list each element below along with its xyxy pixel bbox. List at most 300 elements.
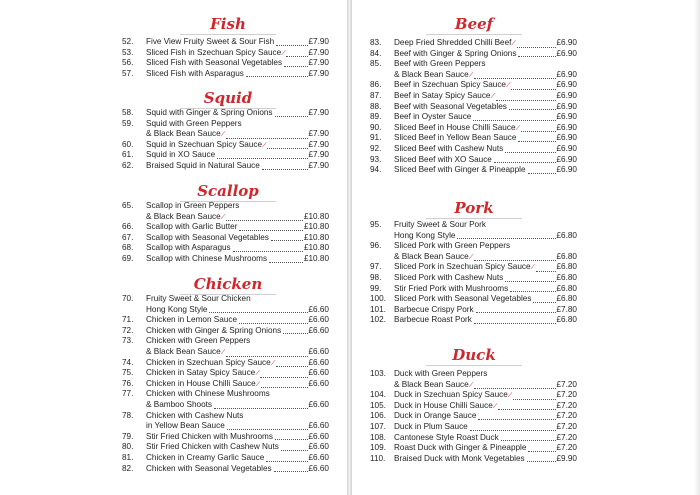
item-name: Chicken in Lemon Sauce bbox=[146, 315, 238, 325]
item-name: Sliced Fish with Asparagus bbox=[146, 68, 244, 78]
dot-leader bbox=[518, 56, 555, 57]
item-name: Sliced Beef in Yellow Bean Sauce bbox=[394, 133, 517, 143]
item-price: £7.20 bbox=[556, 411, 577, 421]
item-number: 65. bbox=[122, 201, 134, 210]
item-name: Squid with Green Peppers bbox=[146, 118, 242, 128]
dot-leader bbox=[476, 312, 556, 313]
item-name: Cantonese Style Roast Duck bbox=[394, 432, 499, 442]
menu-item bbox=[370, 369, 577, 380]
item-name: Beef with Seasonal Vegetables bbox=[394, 101, 507, 111]
menu-item bbox=[370, 401, 577, 412]
menu-item bbox=[370, 112, 577, 123]
dot-leader bbox=[275, 116, 308, 117]
item-price: £7.90 bbox=[308, 108, 329, 117]
dot-leader bbox=[260, 377, 307, 378]
item-number: 86. bbox=[370, 80, 382, 90]
item-name: & Black Bean Sauce bbox=[146, 129, 221, 139]
chili-icon: ∕ bbox=[494, 402, 496, 410]
section-title-chicken: Chicken bbox=[193, 275, 263, 293]
item-name: Scallop with Asparagus bbox=[146, 243, 231, 253]
item-price: £7.20 bbox=[556, 432, 577, 442]
menu-item bbox=[122, 119, 329, 130]
dot-leader bbox=[470, 430, 556, 431]
dot-leader bbox=[501, 440, 556, 441]
item-number: 77. bbox=[122, 389, 134, 399]
item-price: £10.80 bbox=[303, 211, 329, 221]
dot-leader bbox=[505, 281, 555, 282]
chili-icon: ∕ bbox=[532, 264, 534, 272]
dot-leader bbox=[528, 173, 556, 174]
menu-item bbox=[122, 212, 329, 223]
dot-leader bbox=[266, 461, 307, 462]
item-name: Sliced Beef with XO Sauce bbox=[394, 154, 492, 164]
menu-list-fish bbox=[122, 37, 329, 79]
item-price: £6.60 bbox=[308, 421, 329, 431]
menu-item bbox=[122, 161, 329, 172]
item-number: 66. bbox=[122, 222, 134, 232]
chili-icon: ∕ bbox=[257, 370, 259, 378]
dot-leader bbox=[478, 419, 555, 420]
item-name: & Black Bean Sauce bbox=[146, 346, 221, 356]
menu-item bbox=[370, 231, 577, 242]
item-price: £7.80 bbox=[556, 304, 577, 314]
item-number: 68. bbox=[122, 243, 134, 253]
item-price: £7.20 bbox=[556, 390, 577, 400]
menu-item bbox=[122, 108, 329, 119]
menu-item bbox=[370, 165, 577, 176]
menu-item bbox=[122, 58, 329, 69]
dot-leader bbox=[246, 76, 308, 77]
item-name: Chicken in Szechuan Spicy Sauce bbox=[146, 357, 271, 367]
item-number: 75. bbox=[122, 368, 134, 378]
dot-leader bbox=[233, 251, 303, 252]
item-price: £6.80 bbox=[556, 251, 577, 261]
dot-leader bbox=[510, 291, 555, 292]
menu-item bbox=[370, 91, 577, 102]
section-title-scallop: Scallop bbox=[197, 182, 259, 200]
item-price: £7.90 bbox=[308, 160, 329, 170]
item-price: £7.90 bbox=[308, 47, 329, 57]
item-number: 109. bbox=[370, 443, 386, 453]
menu-item bbox=[122, 37, 329, 48]
dot-leader bbox=[521, 131, 556, 132]
menu-item bbox=[122, 432, 329, 443]
item-name: in Yellow Bean Sauce bbox=[146, 421, 225, 431]
item-number: 92. bbox=[370, 143, 382, 153]
item-price: £6.90 bbox=[556, 101, 577, 111]
item-number: 62. bbox=[122, 160, 134, 170]
menu-item bbox=[370, 59, 577, 70]
item-number: 85. bbox=[370, 59, 382, 69]
item-price: £6.80 bbox=[556, 272, 577, 282]
item-number: 102. bbox=[370, 315, 386, 325]
section-title-underline bbox=[426, 34, 522, 35]
item-price: £6.90 bbox=[556, 69, 577, 79]
item-price: £7.90 bbox=[308, 129, 329, 139]
dot-leader bbox=[269, 262, 303, 263]
item-name: Sliced Pork with Green Peppers bbox=[394, 241, 511, 251]
item-number: 74. bbox=[122, 357, 134, 367]
dot-leader bbox=[498, 409, 556, 410]
item-price: £7.20 bbox=[556, 379, 577, 389]
dot-leader bbox=[533, 302, 555, 303]
menu-item bbox=[370, 38, 577, 49]
item-name: Sliced Pork with Seasonal Vegetables bbox=[394, 294, 532, 304]
item-name: Five View Fruity Sweet & Sour Fish bbox=[146, 37, 275, 46]
menu-item bbox=[122, 389, 329, 400]
item-number: 106. bbox=[370, 411, 386, 421]
section-title-underline bbox=[180, 34, 276, 35]
dot-leader bbox=[284, 66, 307, 67]
chili-icon: ∕ bbox=[492, 92, 494, 100]
dot-leader bbox=[513, 399, 556, 400]
item-price: £6.80 bbox=[556, 315, 577, 325]
menu-item bbox=[370, 80, 577, 91]
menu-item bbox=[370, 123, 577, 134]
item-name: Sliced Pork in Szechuan Spicy Sauce bbox=[394, 262, 531, 272]
menu-item bbox=[122, 48, 329, 59]
item-price: £6.60 bbox=[308, 452, 329, 462]
item-name: Chicken with Ginger & Spring Onions bbox=[146, 325, 282, 335]
dot-leader bbox=[274, 471, 308, 472]
item-number: 99. bbox=[370, 283, 382, 293]
dot-leader bbox=[262, 169, 308, 170]
chili-icon: ∕ bbox=[507, 82, 510, 90]
item-name: Stir Fried Chicken with Mushrooms bbox=[146, 431, 273, 441]
dot-leader bbox=[209, 312, 307, 313]
menu-list-squid bbox=[122, 108, 329, 172]
menu-item bbox=[122, 464, 329, 475]
dot-leader bbox=[474, 260, 556, 261]
item-name: Fruity Sweet & Sour Chicken bbox=[146, 294, 251, 303]
item-number: 108. bbox=[370, 432, 386, 442]
item-price: £7.90 bbox=[308, 58, 329, 68]
dot-leader bbox=[457, 238, 555, 239]
item-price: £6.60 bbox=[308, 378, 329, 388]
dot-leader bbox=[283, 333, 307, 334]
item-number: 101. bbox=[370, 304, 386, 314]
item-price: £9.90 bbox=[556, 453, 577, 463]
dot-leader bbox=[474, 388, 556, 389]
item-number: 72. bbox=[122, 325, 134, 335]
item-name: Scallop in Green Peppers bbox=[146, 201, 240, 210]
item-name: Squid with Ginger & Spring Onions bbox=[146, 108, 273, 117]
item-price: £7.20 bbox=[556, 400, 577, 410]
menu-item bbox=[370, 284, 577, 295]
item-number: 93. bbox=[370, 154, 382, 164]
menu-item bbox=[370, 422, 577, 433]
menu-item bbox=[370, 315, 577, 326]
dot-leader bbox=[505, 152, 555, 153]
item-price: £6.90 bbox=[556, 165, 577, 175]
menu-item bbox=[122, 411, 329, 422]
menu-item bbox=[370, 133, 577, 144]
dot-leader bbox=[494, 162, 556, 163]
item-name: & Black Bean Sauce bbox=[394, 251, 469, 261]
item-price: £7.90 bbox=[308, 37, 329, 46]
menu-list-duck bbox=[370, 369, 577, 464]
item-price: £6.90 bbox=[556, 122, 577, 132]
dot-leader bbox=[271, 240, 303, 241]
item-price: £6.80 bbox=[556, 230, 577, 240]
item-price: £10.80 bbox=[303, 222, 329, 232]
item-price: £6.60 bbox=[308, 315, 329, 325]
dot-leader bbox=[217, 158, 307, 159]
item-number: 91. bbox=[370, 133, 382, 143]
item-price: £7.20 bbox=[556, 443, 577, 453]
item-name: Sliced Fish with Seasonal Vegetables bbox=[146, 58, 283, 68]
chili-icon: ∕ bbox=[470, 71, 472, 79]
item-name: Duck in House Chilli Sauce bbox=[394, 400, 493, 410]
menu-item bbox=[122, 379, 329, 390]
menu-item bbox=[122, 294, 329, 305]
item-number: 84. bbox=[370, 48, 382, 58]
item-number: 96. bbox=[370, 241, 382, 251]
chili-icon: ∕ bbox=[272, 359, 274, 367]
dot-leader bbox=[276, 366, 308, 367]
item-number: 59. bbox=[122, 118, 134, 128]
item-price: £10.80 bbox=[303, 253, 329, 263]
section-title-underline bbox=[426, 365, 522, 366]
item-number: 100. bbox=[370, 294, 386, 304]
dot-leader bbox=[473, 120, 555, 121]
item-name: Beef in Satay Spicy Sauce bbox=[394, 90, 491, 100]
item-name: Chicken in House Chilli Sauce bbox=[146, 378, 256, 388]
chili-icon: ∕ bbox=[222, 213, 224, 221]
item-name: Chicken in Creamy Garlic Sauce bbox=[146, 452, 265, 462]
menu-item bbox=[122, 222, 329, 233]
menu-item bbox=[122, 140, 329, 151]
menu-item bbox=[122, 347, 329, 358]
item-number: 58. bbox=[122, 108, 134, 117]
item-name: & Black Bean Sauce bbox=[146, 211, 221, 221]
item-number: 89. bbox=[370, 112, 382, 122]
item-price: £10.80 bbox=[303, 243, 329, 253]
item-name: Deep Fried Shredded Chilli Beef bbox=[394, 38, 512, 47]
menu-item bbox=[370, 443, 577, 454]
item-name: Scallop with Seasonal Vegetables bbox=[146, 232, 269, 242]
dot-leader bbox=[474, 323, 556, 324]
item-number: 53. bbox=[122, 47, 134, 57]
item-number: 104. bbox=[370, 390, 386, 400]
dot-leader bbox=[227, 429, 308, 430]
item-number: 67. bbox=[122, 232, 134, 242]
menu-list-pork bbox=[370, 220, 577, 326]
item-name: Duck with Green Peppers bbox=[394, 369, 488, 378]
dot-leader bbox=[509, 109, 556, 110]
item-number: 57. bbox=[122, 68, 134, 78]
item-price: £6.60 bbox=[308, 368, 329, 378]
item-name: Sliced Pork with Cashew Nuts bbox=[394, 272, 504, 282]
chili-icon: ∕ bbox=[222, 348, 224, 356]
menu-item bbox=[370, 102, 577, 113]
section-title-duck: Duck bbox=[452, 346, 496, 364]
item-number: 105. bbox=[370, 400, 386, 410]
menu-item bbox=[370, 155, 577, 166]
item-name: Duck in Orange Sauce bbox=[394, 411, 477, 421]
item-number: 98. bbox=[370, 272, 382, 282]
chili-icon: ∕ bbox=[513, 40, 515, 47]
dot-leader bbox=[226, 138, 308, 139]
item-name: Hong Kong Style bbox=[146, 304, 208, 314]
item-price: £6.90 bbox=[556, 48, 577, 58]
dot-leader bbox=[511, 89, 555, 90]
item-name: Chicken with Green Peppers bbox=[146, 336, 251, 346]
item-number: 90. bbox=[370, 122, 382, 132]
menu-item bbox=[370, 241, 577, 252]
menu-list-beef bbox=[370, 38, 577, 176]
item-name: Stir Fried Pork with Mushrooms bbox=[394, 283, 509, 293]
item-number: 60. bbox=[122, 139, 134, 149]
dot-leader bbox=[536, 271, 556, 272]
item-name: Sliced Beef with Ginger & Pineapple bbox=[394, 165, 526, 175]
menu-item bbox=[122, 305, 329, 316]
menu-item bbox=[122, 254, 329, 265]
item-number: 80. bbox=[122, 442, 134, 452]
item-name: Beef in Szechuan Spicy Sauce bbox=[394, 80, 506, 90]
menu-item bbox=[122, 201, 329, 212]
item-price: £7.90 bbox=[308, 139, 329, 149]
item-number: 97. bbox=[370, 262, 382, 272]
item-name: Squid in Szechuan Spicy Sauce bbox=[146, 139, 263, 149]
menu-item bbox=[122, 69, 329, 80]
item-number: 95. bbox=[370, 220, 382, 229]
dot-leader bbox=[496, 100, 556, 101]
chili-icon: ∕ bbox=[222, 131, 224, 139]
dot-leader bbox=[267, 148, 307, 149]
chili-icon: ∕ bbox=[509, 392, 511, 400]
item-number: 61. bbox=[122, 150, 134, 160]
section-title-beef: Beef bbox=[454, 15, 494, 33]
item-number: 79. bbox=[122, 431, 134, 441]
menu-item bbox=[122, 150, 329, 161]
item-name: Squid in XO Sauce bbox=[146, 150, 216, 160]
item-price: £6.90 bbox=[556, 143, 577, 153]
item-price: £6.80 bbox=[556, 294, 577, 304]
item-name: Fruity Sweet & Sour Pork bbox=[394, 220, 486, 229]
menu-item bbox=[122, 233, 329, 244]
dot-leader bbox=[281, 450, 308, 451]
section-title-fish: Fish bbox=[210, 15, 246, 33]
item-name: Beef with Ginger & Spring Onions bbox=[394, 48, 517, 58]
dot-leader bbox=[226, 220, 303, 221]
item-name: Duck in Plum Sauce bbox=[394, 421, 468, 431]
item-price: £6.60 bbox=[308, 399, 329, 409]
dot-leader bbox=[518, 141, 555, 142]
item-price: £6.60 bbox=[308, 346, 329, 356]
item-name: Sliced Fish in Szechuan Spicy Sauce bbox=[146, 47, 282, 57]
item-name: Stir Fried Chicken with Cashew Nuts bbox=[146, 442, 279, 452]
menu-item bbox=[122, 129, 329, 140]
dot-leader bbox=[239, 230, 302, 231]
item-name: Barbecue Roast Pork bbox=[394, 315, 472, 325]
item-name: Sliced Beef in House Chilli Sauce bbox=[394, 122, 516, 132]
dot-leader bbox=[474, 78, 556, 79]
item-name: Barbecue Crispy Pork bbox=[394, 304, 474, 314]
item-number: 103. bbox=[370, 369, 386, 378]
menu-item bbox=[122, 400, 329, 411]
menu-item bbox=[370, 252, 577, 263]
item-price: £6.60 bbox=[308, 304, 329, 314]
item-price: £7.90 bbox=[308, 150, 329, 160]
menu-item bbox=[370, 411, 577, 422]
item-number: 70. bbox=[122, 294, 134, 303]
menu-item bbox=[370, 273, 577, 284]
chili-icon: ∕ bbox=[257, 380, 259, 388]
item-name: Beef with Green Peppers bbox=[394, 59, 486, 69]
section-title-underline bbox=[426, 218, 522, 219]
item-number: 88. bbox=[370, 101, 382, 111]
item-number: 83. bbox=[370, 38, 382, 47]
item-price: £7.90 bbox=[308, 68, 329, 78]
item-price: £6.60 bbox=[308, 463, 329, 473]
item-number: 81. bbox=[122, 452, 134, 462]
item-name: Chicken with Seasonal Vegetables bbox=[146, 463, 272, 473]
chili-icon: ∕ bbox=[470, 253, 472, 261]
item-name: Scallop with Garlic Butter bbox=[146, 222, 238, 232]
menu-item bbox=[370, 262, 577, 273]
menu-item bbox=[370, 454, 577, 465]
dot-leader bbox=[286, 56, 307, 57]
menu-item bbox=[122, 315, 329, 326]
dot-leader bbox=[517, 47, 556, 48]
chili-icon: ∕ bbox=[470, 381, 472, 389]
item-price: £6.60 bbox=[308, 431, 329, 441]
item-name: Chicken in Satay Spicy Sauce bbox=[146, 368, 256, 378]
menu-item bbox=[122, 243, 329, 254]
chili-icon: ∕ bbox=[517, 124, 519, 132]
dot-leader bbox=[226, 356, 308, 357]
item-number: 94. bbox=[370, 165, 382, 175]
item-name: & Black Bean Sauce bbox=[394, 69, 469, 79]
menu-item bbox=[122, 442, 329, 453]
item-name: Hong Kong Style bbox=[394, 230, 456, 240]
menu-item bbox=[122, 453, 329, 464]
dot-leader bbox=[276, 45, 307, 46]
menu-item bbox=[370, 305, 577, 316]
item-price: £6.90 bbox=[556, 90, 577, 100]
chili-icon: ∕ bbox=[264, 141, 266, 149]
menu-item bbox=[370, 433, 577, 444]
menu-list-scallop bbox=[122, 201, 329, 265]
menu-item bbox=[370, 380, 577, 391]
item-name: Sliced Beef with Cashew Nuts bbox=[394, 143, 504, 153]
menu-item bbox=[122, 336, 329, 347]
dot-leader bbox=[527, 461, 556, 462]
section-title-squid: Squid bbox=[203, 89, 253, 107]
item-name: Braised Duck with Monk Vegetables bbox=[394, 453, 525, 463]
dot-leader bbox=[214, 408, 308, 409]
item-price: £6.60 bbox=[308, 442, 329, 452]
item-price: £6.90 bbox=[556, 154, 577, 164]
item-number: 76. bbox=[122, 378, 134, 388]
item-price: £10.80 bbox=[303, 232, 329, 242]
item-price: £6.90 bbox=[556, 38, 577, 47]
menu-item bbox=[370, 70, 577, 81]
item-number: 56. bbox=[122, 58, 134, 68]
item-number: 71. bbox=[122, 315, 134, 325]
page-edge bbox=[694, 0, 700, 495]
item-number: 110. bbox=[370, 453, 386, 463]
menu-item bbox=[122, 421, 329, 432]
item-name: Duck in Szechuan Spicy Sauce bbox=[394, 390, 508, 400]
dot-leader bbox=[528, 451, 555, 452]
item-number: 73. bbox=[122, 336, 134, 346]
item-name: Scallop with Chinese Mushrooms bbox=[146, 253, 268, 263]
item-number: 78. bbox=[122, 410, 134, 420]
item-price: £6.90 bbox=[556, 133, 577, 143]
menu-item bbox=[370, 49, 577, 60]
